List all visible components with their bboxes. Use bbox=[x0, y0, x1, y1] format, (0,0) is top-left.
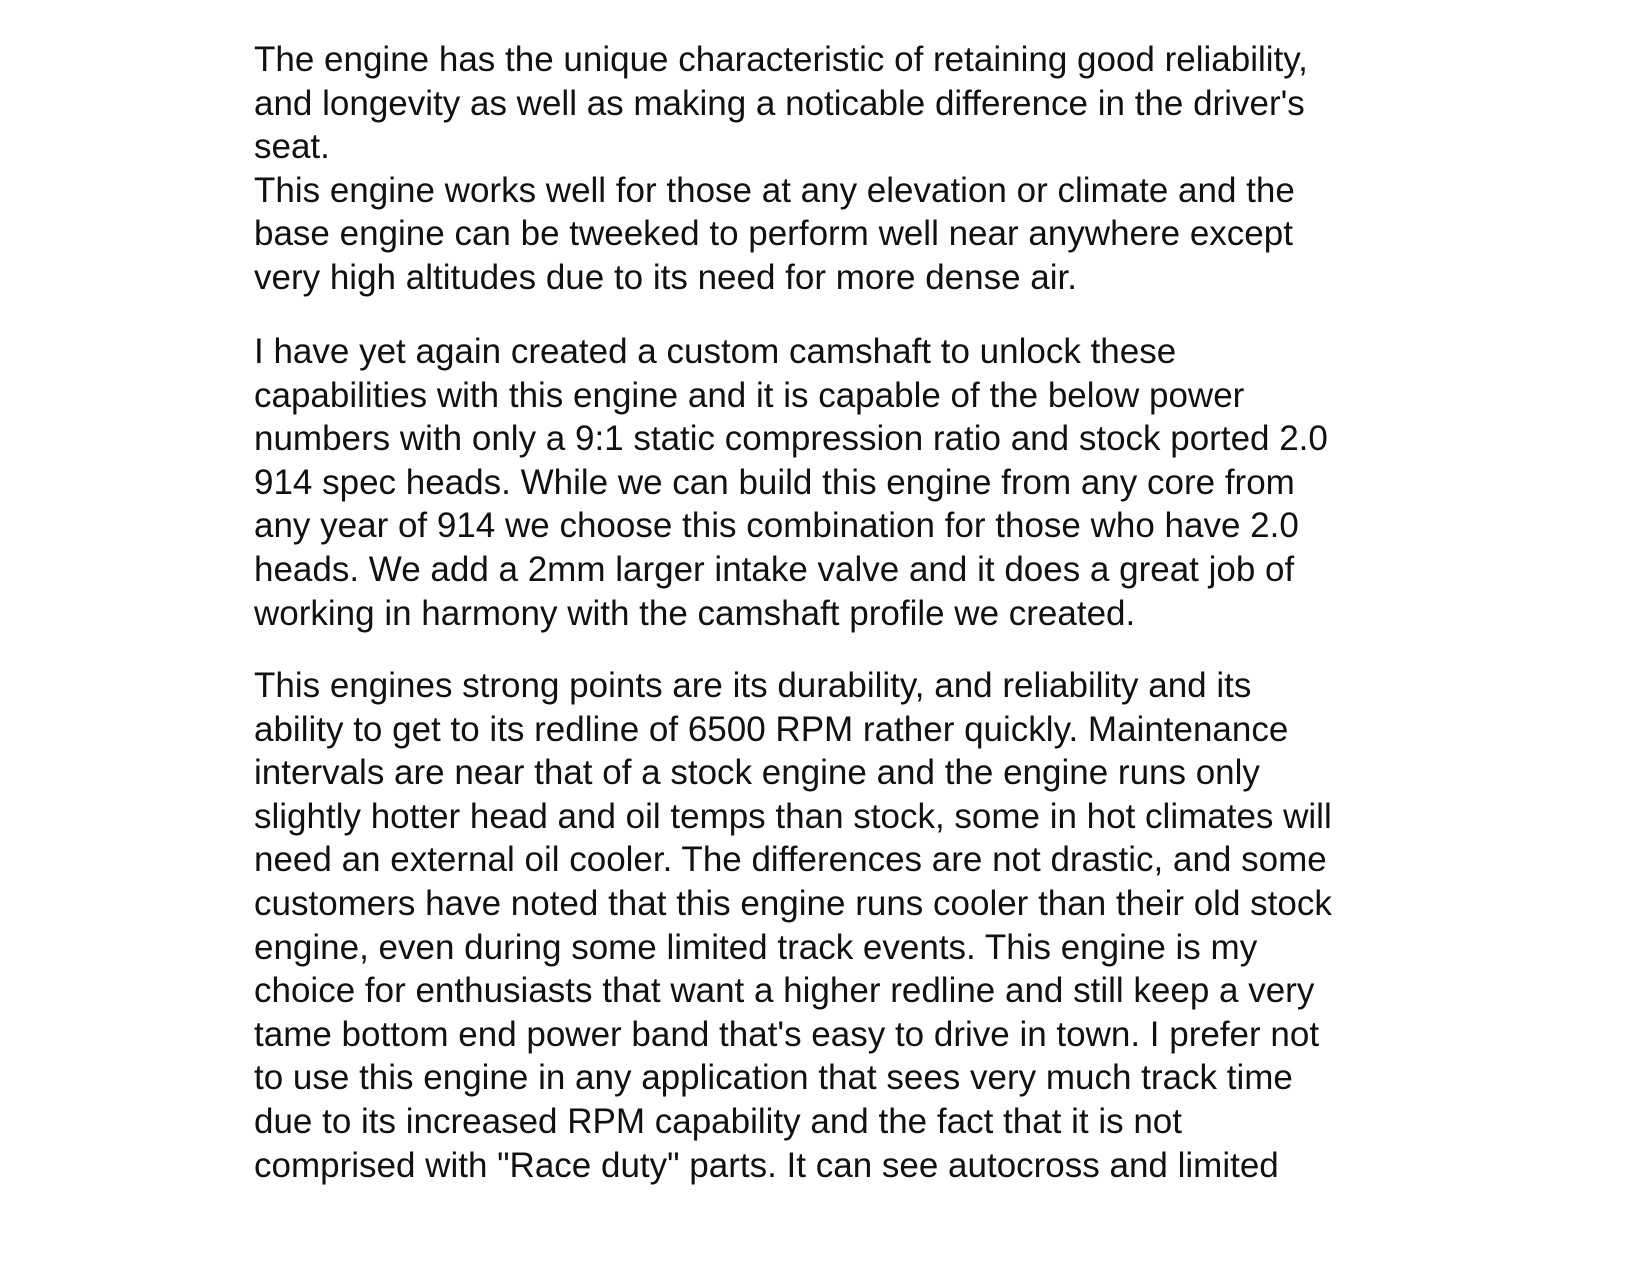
text-line: comprised with "Race duty" parts. It can see autocross and limited bbox=[254, 1145, 1279, 1185]
paragraph-custom-camshaft bbox=[254, 330, 1414, 635]
text-line: numbers with only a 9:1 static compression ratio and stock ported 2.0 bbox=[254, 419, 1328, 459]
text-line: seat. bbox=[254, 127, 330, 167]
text-line: This engine works well for those at any elevation or climate and the bbox=[254, 170, 1295, 210]
text-line: heads. We add a 2mm larger intake valve and it does a great job of bbox=[254, 549, 1295, 589]
text-line: tame bottom end power band that's easy to drive in town. I prefer not bbox=[254, 1014, 1320, 1054]
text-line: working in harmony with the camshaft profile we created. bbox=[254, 593, 1136, 633]
text-line: customers have noted that this engine runs cooler than their old stock bbox=[254, 883, 1332, 923]
text-line: The engine has the unique characteristic of retaining good reliability, bbox=[254, 40, 1308, 79]
text-line: very high altitudes due to its need for more dense air. bbox=[254, 257, 1077, 297]
text-line: engine, even during some limited track events. This engine is my bbox=[254, 927, 1258, 967]
text-line: need an external oil cooler. The differences are not drastic, and some bbox=[254, 840, 1327, 880]
text-line: base engine can be tweeked to perform well near anywhere except bbox=[254, 214, 1293, 254]
text-line: I have yet again created a custom camshaft to unlock these bbox=[254, 332, 1177, 371]
text-line: ability to get to its redline of 6500 RPM rather quickly. Maintenance bbox=[254, 709, 1289, 749]
text-line: intervals are near that of a stock engine and the engine runs only bbox=[254, 753, 1260, 793]
paragraph-engine-characteristics bbox=[254, 38, 1414, 300]
text-line: capabilities with this engine and it is capable of the below power bbox=[254, 375, 1245, 415]
paragraph-strong-points bbox=[254, 664, 1414, 1187]
text-line: 914 spec heads. While we can build this engine from any core from bbox=[254, 462, 1295, 502]
text-line: choice for enthusiasts that want a higher redline and still keep a very bbox=[254, 971, 1315, 1011]
text-line: due to its increased RPM capability and the fact that it is not bbox=[254, 1101, 1182, 1141]
text-line: to use this engine in any application that sees very much track time bbox=[254, 1058, 1293, 1098]
text-line: and longevity as well as making a noticable difference in the driver's bbox=[254, 83, 1305, 123]
text-line: any year of 914 we choose this combination for those who have 2.0 bbox=[254, 506, 1299, 546]
text-line: This engines strong points are its durability, and reliability and its bbox=[254, 666, 1252, 705]
text-line: slightly hotter head and oil temps than stock, some in hot climates will bbox=[254, 796, 1332, 836]
